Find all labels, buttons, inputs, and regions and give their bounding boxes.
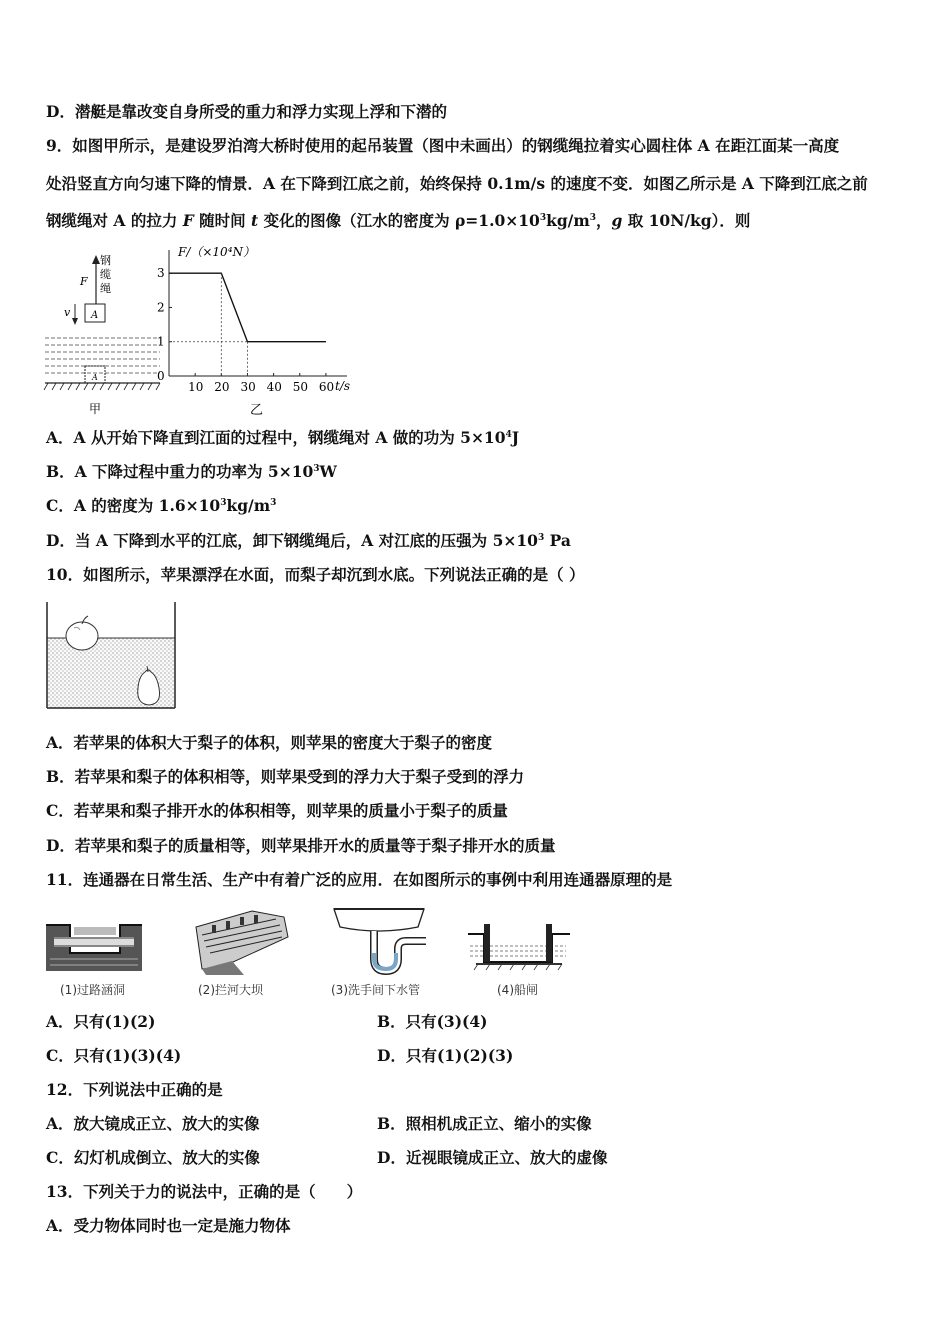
velocity-label: v (64, 306, 71, 319)
q11-option-a: A．只有(1)(2) (46, 1012, 156, 1031)
q11-stem: 11．连通器在日常生活、生产中有着广泛的应用．在如图所示的事例中利用连通器原理的是 (46, 870, 673, 889)
force-label: F (80, 275, 88, 288)
block-a-bottom-label: A (92, 373, 98, 382)
rope-label-2: 缆 (100, 268, 111, 281)
figure-apple-pear (44, 600, 179, 712)
q9-option-a: A．A 从开始下降直到江面的过程中，钢缆绳对 A 做的功为 $5\times 10^4J$ (46, 428, 520, 447)
figure-ship-lock (466, 918, 576, 976)
q13-option-a: A．受力物体同时也一定是施力物体 (46, 1216, 291, 1235)
q9-stem-line-3: 钢缆绳对 A 的拉力 F 随时间 t 变化的图像（江水的密度为 $\rho=1.0\times 10^3kg/m^3$，g 取 10N/kg）．则 (46, 211, 751, 230)
q10-option-a: A．若苹果的体积大于梨子的体积，则苹果的密度大于梨子的密度 (46, 733, 493, 752)
figure-jia-label: 甲 (89, 402, 102, 416)
x-axis-label: t/s (335, 379, 351, 393)
figure-yi-label: 乙 (250, 403, 264, 418)
q10-option-b: B．若苹果和梨子的体积相等，则苹果受到的浮力大于梨子受到的浮力 (46, 767, 525, 786)
figure-sink-pipe (330, 905, 430, 977)
q11-option-b: B．只有(3)(4) (377, 1012, 488, 1031)
q9-option-b: B．A 下降过程中重力的功率为 $5\times 10^3W$ (46, 462, 337, 481)
y-axis-label: F/（×10⁴N） (178, 245, 256, 259)
figure-yi-chart (150, 240, 365, 425)
apple (66, 616, 98, 650)
q13-stem: 13．下列关于力的说法中，正确的是（ ） (46, 1182, 363, 1201)
y-tick-label: 0 (157, 369, 165, 383)
q9-stem-line-1: 9．如图甲所示，是建设罗泊湾大桥时使用的起吊装置（图中未画出）的钢缆绳拉着实心圆柱体 A 在距江面某一高度 (46, 136, 840, 155)
riverbed-hatch (44, 383, 160, 390)
y-tick-label: 1 (157, 334, 165, 349)
q10-stem: 10．如图所示，苹果漂浮在水面，而梨子却沉到水底。下列说法正确的是（ ） (46, 565, 585, 584)
q12-option-c: C．幻灯机成倒立、放大的实像 (46, 1148, 260, 1167)
caption-sink-pipe: (3)洗手间下水管 (331, 983, 420, 997)
caption-culvert: (1)过路涵洞 (60, 983, 125, 997)
block-a-label: A (91, 310, 99, 321)
q12-option-a: A．放大镜成正立、放大的实像 (46, 1114, 260, 1133)
q9-stem-line-2: 处沿竖直方向匀速下降的情景．A 在下降到江底之前，始终保持 0.1m/s 的速度不变．如图乙所示是 A 下降到江底之前 (46, 174, 868, 193)
x-tick-label: 40 (266, 380, 282, 394)
q9-option-d: D．当 A 下降到水平的江底，卸下钢缆绳后，A 对江底的压强为 $5\times 10^3$ Pa (46, 531, 571, 550)
q9-option-c: C．A 的密度为 $1.6\times 10^3kg/m^3$ (46, 496, 277, 515)
q12-stem: 12．下列说法中正确的是 (46, 1080, 223, 1099)
figure-culvert (44, 913, 144, 977)
q8-option-d: D．潜艇是靠改变自身所受的重力和浮力实现上浮和下潜的 (46, 102, 447, 121)
x-tick-label: 20 (214, 380, 230, 394)
rope-label-3: 绳 (100, 282, 111, 295)
x-tick-label: 50 (292, 380, 309, 394)
river-water (45, 338, 160, 373)
x-tick-label: 10 (188, 380, 204, 394)
q12-option-d: D．近视眼镜成正立、放大的虚像 (377, 1148, 608, 1167)
series-line-F (169, 273, 326, 342)
q12-option-b: B．照相机成正立、缩小的实像 (377, 1114, 592, 1133)
x-tick-label: 30 (240, 380, 256, 394)
q11-option-d: D．只有(1)(2)(3) (377, 1046, 514, 1065)
rope-label-1: 钢 (100, 254, 111, 267)
q10-option-d: D．若苹果和梨子的质量相等，则苹果排开水的质量等于梨子排开水的质量 (46, 836, 556, 855)
caption-dam: (2)拦河大坝 (198, 983, 263, 997)
y-tick-label: 3 (157, 266, 165, 281)
q10-option-c: C．若苹果和梨子排开水的体积相等，则苹果的质量小于梨子的质量 (46, 801, 508, 820)
q11-option-c: C．只有(1)(3)(4) (46, 1046, 182, 1065)
figure-dam (192, 907, 292, 977)
x-tick-label: 60 (318, 380, 335, 394)
caption-ship-lock: (4)船闸 (497, 983, 538, 997)
y-tick-label: 2 (157, 300, 165, 315)
